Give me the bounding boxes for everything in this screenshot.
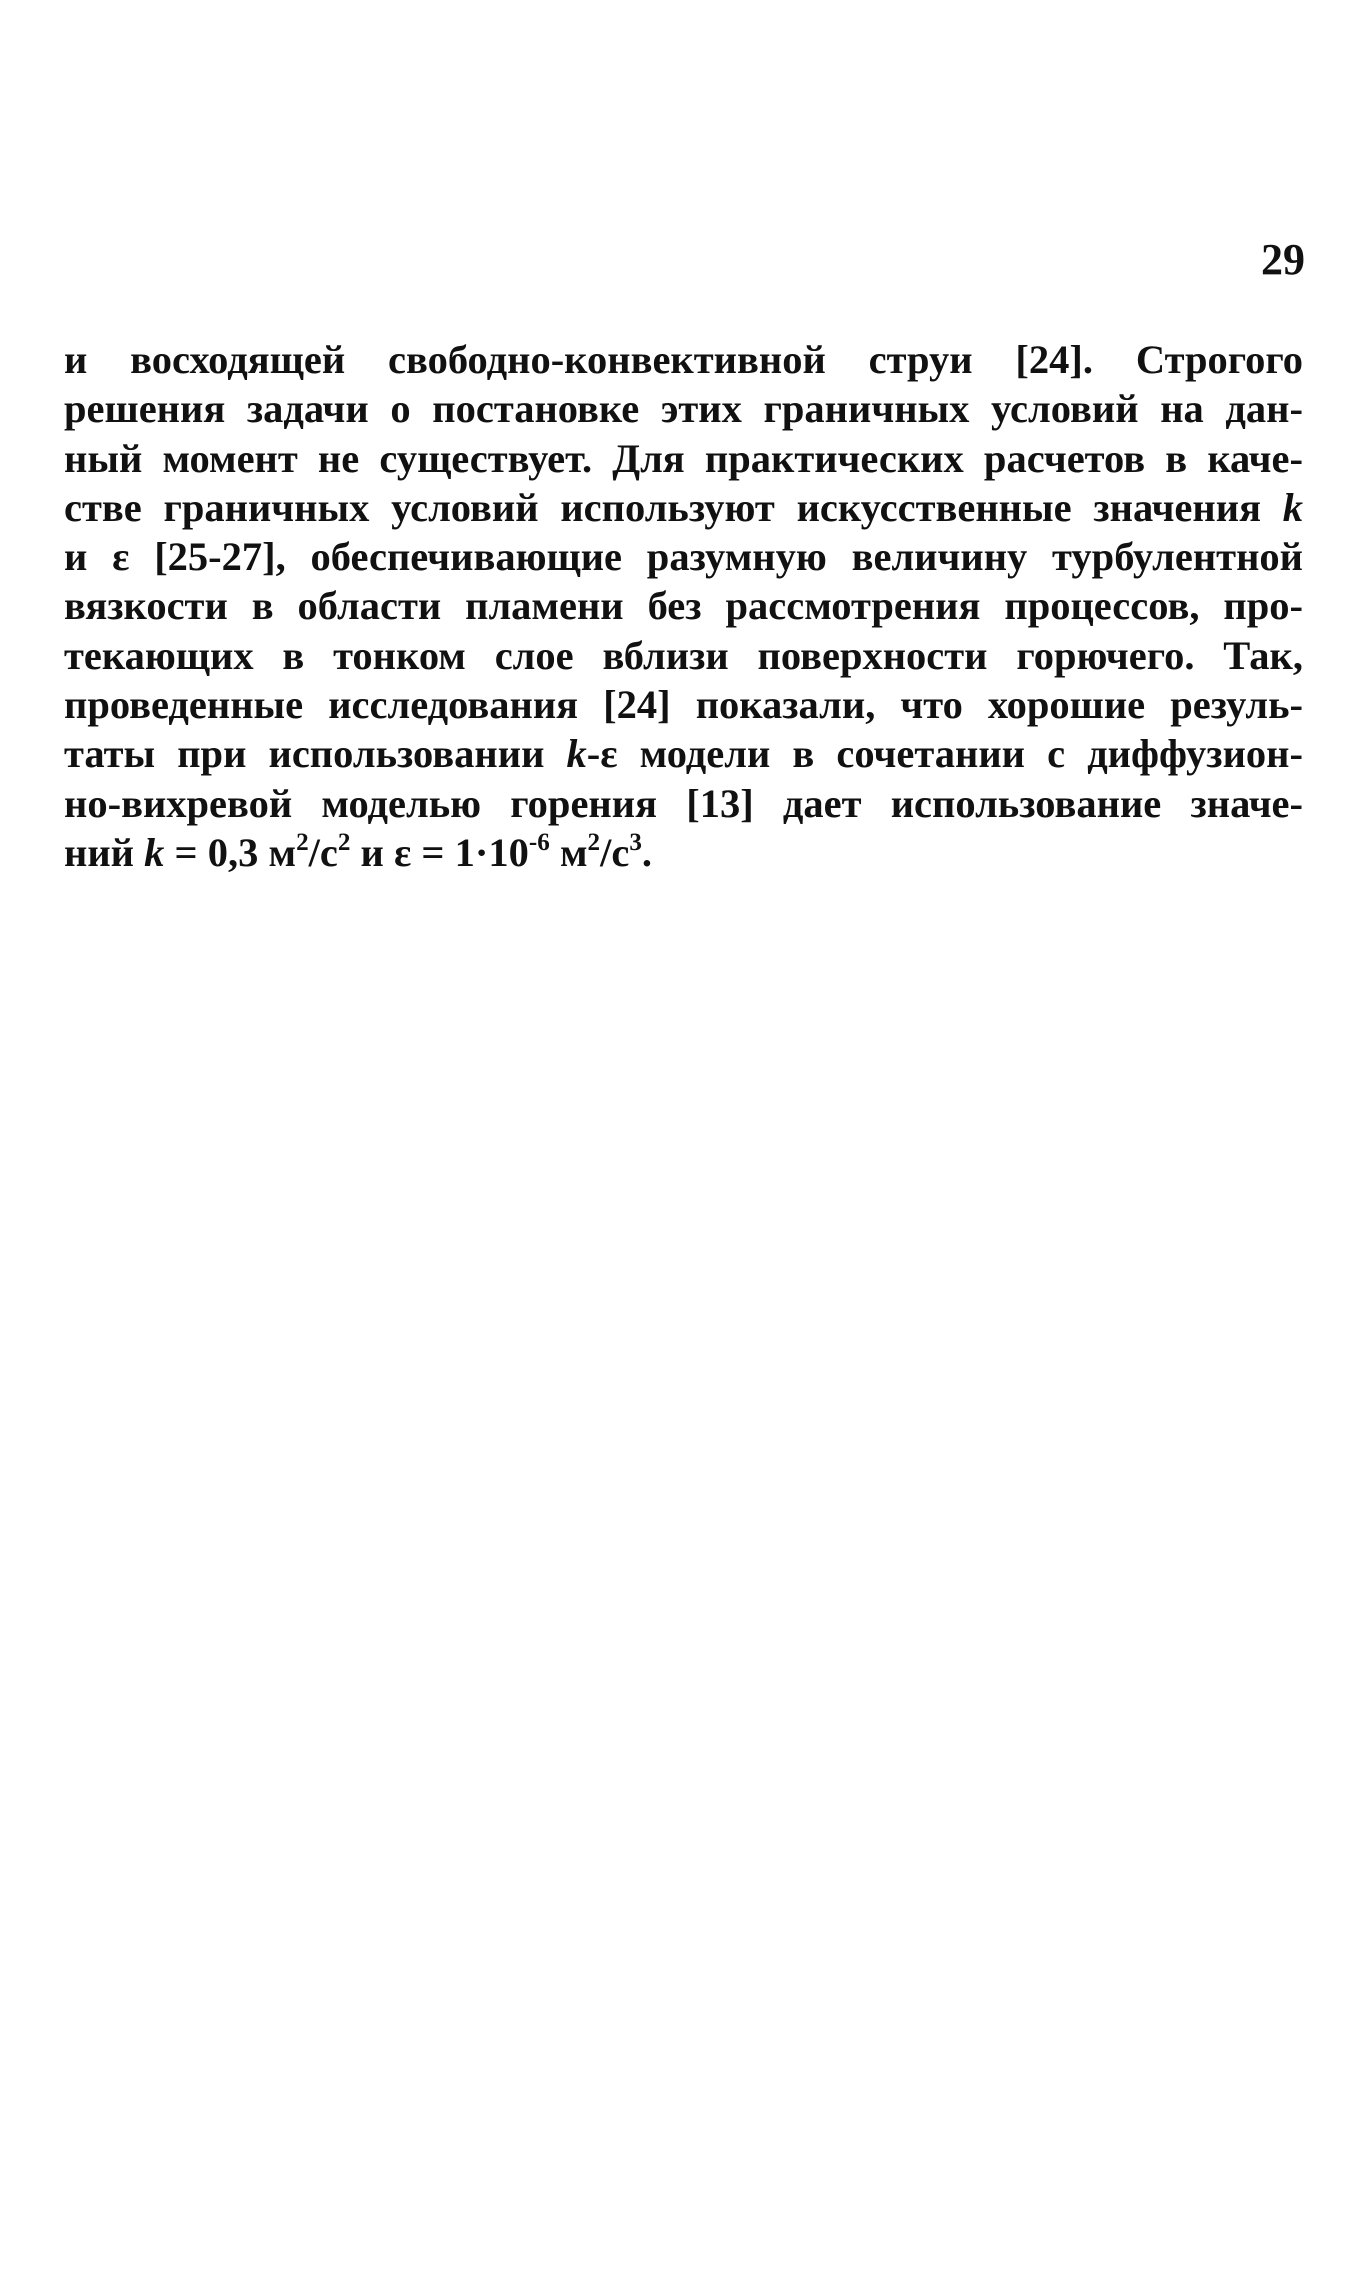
text-line: текающих в тонком слое вблизи поверхности горючего. Так, — [64, 632, 1303, 678]
variable-k: k — [144, 829, 165, 875]
body-paragraph — [64, 335, 1303, 877]
text-line: и восходящей свободно-конвективной струи [24]. Строгого — [64, 337, 1303, 382]
text-line: вязкости в области пламени без рассмотрения процессов, про- — [64, 583, 1303, 629]
text-segment: ний — [64, 829, 135, 875]
text-line: проведенные исследования [24] показали, что хорошие резуль- — [64, 682, 1303, 728]
superscript: 2 — [337, 829, 351, 857]
variable-k: k — [566, 731, 587, 777]
page-number: 29 — [1261, 235, 1305, 284]
superscript: 2 — [587, 829, 601, 857]
text-segment: /с — [600, 829, 630, 875]
text-line — [64, 729, 1303, 778]
text-line: но-вихревой моделью горения [13] дает использование значе- — [64, 780, 1303, 826]
text-segment: = 0,3 м — [164, 829, 297, 875]
superscript: -6 — [528, 829, 550, 857]
text-line: и ε [25-27], обеспечивающие разумную величину турбулентной — [64, 534, 1303, 580]
text-segment: таты при использовании — [64, 731, 545, 777]
text-line — [64, 828, 1303, 877]
text-line: решения задачи о постановке этих граничных условий на дан- — [64, 386, 1303, 432]
text-segment: и ε = 1·10 — [350, 829, 529, 875]
text-segment: /с — [308, 829, 338, 875]
variable-k: k — [1282, 484, 1303, 530]
superscript: 2 — [296, 829, 309, 857]
text-line — [64, 483, 1303, 532]
text-segment: м — [549, 829, 588, 875]
superscript: 3 — [629, 829, 642, 857]
text-segment: . — [641, 829, 653, 875]
text-segment: стве граничных условий используют искусственные значения — [64, 484, 1261, 530]
text-segment: -ε модели в сочетании с диффузион- — [586, 731, 1303, 777]
text-line: ный момент не существует. Для практических расчетов в каче- — [64, 435, 1303, 481]
